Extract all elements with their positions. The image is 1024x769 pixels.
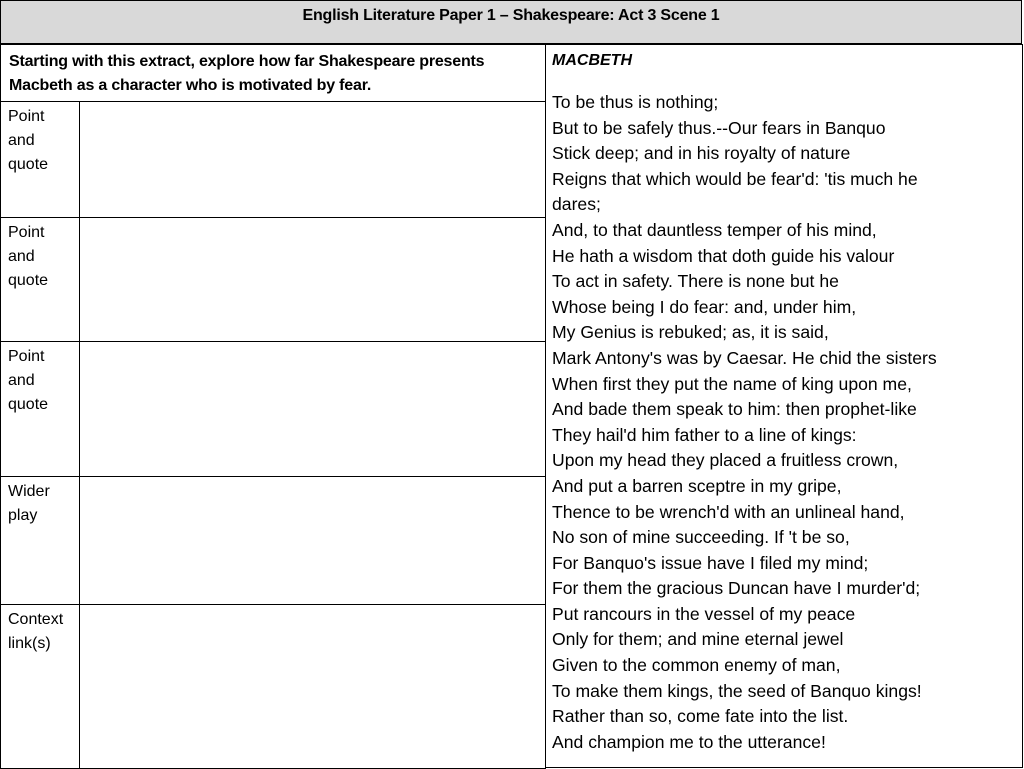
extract-line: And champion me to the utterance! bbox=[552, 731, 826, 752]
extract-line: To make them kings, the seed of Banquo kings! bbox=[552, 680, 922, 701]
extract-line: Only for them; and mine eternal jewel bbox=[552, 629, 844, 650]
extract-text bbox=[552, 90, 1016, 755]
answer-cell-point-2[interactable] bbox=[80, 218, 546, 342]
extract-line: No son of mine succeeding. If 't be so, bbox=[552, 527, 850, 548]
extract-line: And put a barren sceptre in my gripe, bbox=[552, 475, 842, 496]
page-title: English Literature Paper 1 – Shakespeare: Act 3 Scene 1 bbox=[302, 7, 720, 24]
extract-line: To be thus is nothing; bbox=[552, 92, 719, 112]
extract-line: He hath a wisdom that doth guide his valour bbox=[552, 245, 895, 266]
row-label-wider-play: Wider play bbox=[1, 477, 80, 605]
answer-cell-wider-play[interactable] bbox=[80, 477, 546, 605]
extract-line: Mark Antony's was by Caesar. He chid the sisters bbox=[552, 347, 937, 368]
extract-line: Thence to be wrench'd with an unlineal hand, bbox=[552, 501, 905, 522]
question-prompt: Starting with this extract, explore how far Shakespeare presents Macbeth as a character who is motivated by fear. bbox=[1, 45, 546, 102]
extract-line: Upon my head they placed a fruitless crown, bbox=[552, 450, 899, 471]
extract-line: But to be safely thus.--Our fears in Banquo bbox=[552, 117, 886, 138]
page-header bbox=[0, 0, 1022, 44]
extract-line: And, to that dauntless temper of his mind, bbox=[552, 219, 877, 240]
extract-line: Given to the common enemy of man, bbox=[552, 655, 841, 676]
extract-line: And bade them speak to him: then prophet-like bbox=[552, 399, 917, 420]
extract-line: My Genius is rebuked; as, it is said, bbox=[552, 322, 829, 343]
extract-panel bbox=[545, 44, 1023, 768]
row-label-point-2: Point and quote bbox=[1, 218, 80, 342]
extract-line: Put rancours in the vessel of my peace bbox=[552, 603, 856, 624]
extract-line: dares; bbox=[552, 194, 601, 215]
answer-cell-point-1[interactable] bbox=[80, 102, 546, 218]
extract-line: Stick deep; and in his royalty of nature bbox=[552, 143, 851, 164]
extract-line: Whose being I do fear: and, under him, bbox=[552, 296, 857, 317]
extract-line: Rather than so, come fate into the list. bbox=[552, 706, 849, 727]
row-label-context-links: Context link(s) bbox=[1, 605, 80, 769]
extract-line: They hail'd him father to a line of kings: bbox=[552, 424, 857, 445]
extract-line: For them the gracious Duncan have I murder'd; bbox=[552, 578, 921, 599]
speaker-name: MACBETH bbox=[552, 52, 632, 69]
extract-line: When first they put the name of king upon me, bbox=[552, 373, 912, 394]
answer-grid bbox=[0, 44, 546, 769]
extract-line: Reigns that which would be fear'd: 'tis much he bbox=[552, 168, 918, 189]
answer-cell-point-3[interactable] bbox=[80, 342, 546, 477]
extract-line: For Banquo's issue have I filed my mind; bbox=[552, 552, 869, 573]
row-label-point-1: Point and quote bbox=[1, 102, 80, 218]
row-label-point-3: Point and quote bbox=[1, 342, 80, 477]
answer-cell-context-links[interactable] bbox=[80, 605, 546, 769]
extract-line: To act in safety. There is none but he bbox=[552, 271, 839, 292]
